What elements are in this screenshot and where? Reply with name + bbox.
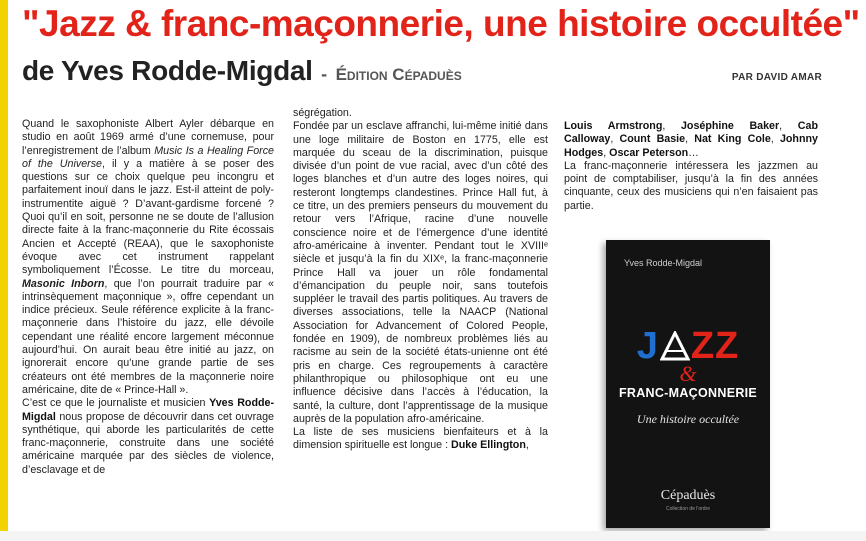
text: Quand le saxophoniste Albert Ayler débarque en studio en août 1969 armé d’une cornemuse, pour l’enregistrement de l’album (22, 118, 274, 157)
book-title-fm: FRANC-MAÇONNERIE (618, 386, 758, 400)
article-column-3 (564, 120, 818, 240)
article-title (22, 2, 862, 46)
musician-name: Cab Calloway (564, 120, 818, 146)
paragraph: ségrégation. (293, 107, 352, 119)
musician-name: Joséphine Baker (680, 120, 780, 132)
article-column-1 (22, 118, 274, 541)
edition-label: Édition Cépaduès (335, 65, 462, 84)
author-mention: Yves Rodde-Migdal (22, 397, 274, 423)
musician-name: Oscar Peterson (609, 146, 689, 159)
book-author: Yves Rodde-Migdal (624, 258, 703, 268)
book-subtitle: Une histoire occultée (636, 412, 740, 426)
text: La liste de ses musiciens bienfaiteurs et à la dimension spirituelle est longue : (293, 426, 548, 452)
text: nous propose de découvrir dans cet ouvrage synthétique, qui aborde les particularités de cette franc-maçonnerie, construite dans une société américaine marquée par des siècles de violence, d’esclavage et de (22, 410, 274, 476)
text: … (688, 146, 699, 159)
book-cover (606, 240, 770, 528)
paragraph (22, 118, 274, 397)
musician-name: Nat King Cole (694, 133, 771, 146)
musician-name: Louis Armstrong (564, 120, 663, 132)
author-name: de Yves Rodde-Migdal (22, 55, 313, 86)
separator: - (321, 64, 328, 84)
page-bottom-strip (0, 531, 866, 541)
musician-name: Johnny Hodges (564, 133, 818, 159)
text: , il y a matière à se poser des questions sur ce choix quelque peu incongru et parfaitement inouï dans le jazz. Est-il atteint de poly-instrumentite aiguë ? D’avant-gardisme forcené ? Quoi qu’il en soit, personne ne se doute de l’allusion directe faite à la franc-maçonnerie du Rite écossais Ancien et Accepté (REAA), que le saxophoniste évoque avec cet instrument rappelant symboliquement l’Écosse. Le titre du morceau, (22, 157, 274, 277)
track-title: Masonic Inborn (22, 277, 105, 290)
book-title-jazz (606, 326, 770, 366)
book-publisher: Cépaduès (660, 488, 716, 503)
subtitle-row (22, 54, 822, 88)
musician-name: Count Basie (619, 133, 686, 146)
album-title: Music Is a Healing Force of the Universe (22, 144, 274, 170)
paragraph: Fondée par un esclave affranchi, lui-même initié dans une loge militaire de Boston en 1775, elle est marquée du sceau de la discrimination, puisque divisée d’un point de vue racial, avec d’un côté des loges blanches et d’un autre des loges noires, qui resteront longtemps clandestines. Prince Hall fut, à ce titre, un des premiers penseurs du mouvement du retour vers l’Afrique, racine d’une nouvelle conscience noire et de l’émergence d’une identité afro-américaine à inventer. Pendant tout le XVIIIᵉ siècle et jusqu’à la fin du XIXᵉ, la franc-maçonnerie Prince Hall va jouer un rôle fondamental d’émancipation du peuple noir, sans toutefois suppléer le travail des partis politiques. Au travers de diverses associations, telle la NAACP (National Association for Advancement of Colored People, fondée en 1909), de nombreux problèmes liés au racisme au sein de la société états-unienne ont été pris en charge. Ces regroupements à caractère philanthropique ou philosophique ont eu une influence décisive dans l’accès à l’éducation, la santé, la culture, dont l’apprentissage de la musique auprès de la population afro-américaine. (293, 120, 548, 425)
musician-name: Duke Ellington (451, 439, 526, 452)
paragraph (22, 397, 274, 477)
accent-bar (0, 0, 8, 541)
letter-j: J (636, 325, 659, 367)
paragraph: La franc-maçonnerie intéressera les jazzmen au point de comptabiliser, jusqu’à la fin des années cinquante, ceux des musiciens qui n’en faisaient pas partie. (564, 159, 818, 212)
text: , (525, 439, 529, 452)
byline: PAR DAVID AMAR (731, 72, 822, 83)
paragraph (293, 426, 548, 453)
letters-zz: ZZ (690, 325, 740, 367)
text: C’est ce que le journaliste et musicien (22, 397, 210, 410)
text: , que l’on pourrait traduire par « intrinsèquement maçonnique », offre cependant un indice précieux. Seule référence explicite à la franc-maçonnerie dans l’histoire du jazz, elle dévoile cependant une réalité encore largement méconnue aujourd’hui. On aurait beau être initié au jazz, on ignorerait encore qu’une grande partie de ses créateurs ont été membres de la maçonnerie noire américaine, dite de « Prince-Hall ». (22, 277, 274, 396)
square-compass-icon (660, 331, 690, 361)
book-collection: Collection de l'ordre (665, 506, 711, 512)
book-ampersand: & (679, 361, 697, 386)
paragraph: Louis Armstrong, Joséphine Baker, Cab Calloway, Count Basie, Nat King Cole, Johnny Hodges, Oscar Peterson… (564, 120, 818, 159)
title-text: "Jazz & franc-maçonnerie, une histoire occultée" (22, 3, 860, 44)
article-column-2 (293, 107, 548, 541)
